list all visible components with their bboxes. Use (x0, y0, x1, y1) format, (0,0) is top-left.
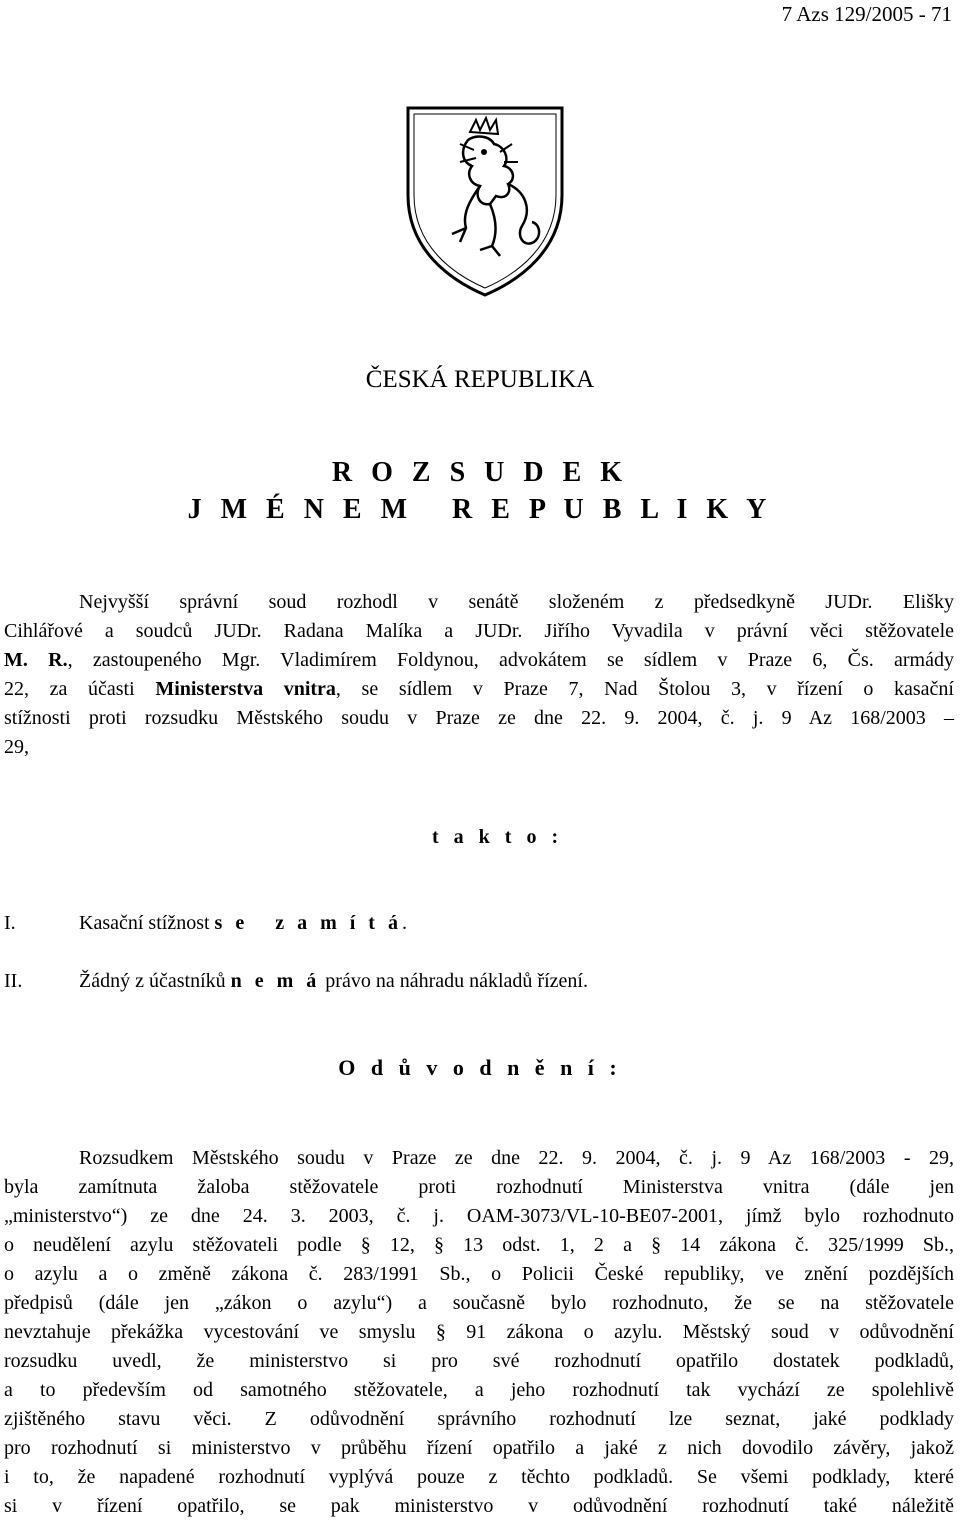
reasoning-line: Rozsudkem Městského soudu v Praze ze dne 22. 9. 2004, č. j. 9 Az 168/2003 - 29, (79, 1147, 954, 1169)
verdict-number: II. (4, 970, 23, 992)
reasoning-line: zjištěného stavu věci. Z odůvodnění správního rozhodnutí lze seznat, jaké podklady (4, 1408, 954, 1430)
reasoning-line: byla zamítnuta žaloba stěžovatele proti rozhodnutí Ministerstva vnitra (dále jen (4, 1176, 954, 1198)
reasoning-line: o azylu a o změně zákona č. 283/1991 Sb., o Policii České republiky, ve znění pozdějších (4, 1263, 954, 1285)
document-subtitle: J M É N E M R E P U B L I K Y (187, 494, 773, 525)
intro-line: Nejvyšší správní soud rozhodl v senátě složeném z předsedkyně JUDr. Elišky (79, 591, 954, 613)
reasoning-line: si v řízení opatřilo, se pak ministerstvo v odůvodnění rozhodnutí také náležitě (4, 1495, 954, 1517)
reasoning-line: rozsudku uvedl, že ministerstvo si pro své rozhodnutí opatřilo dostatek podkladů, (4, 1350, 954, 1372)
reasoning-line: „ministerstvo“) ze dne 24. 3. 2003, č. j. OAM-3073/VL-10-BE07-2001, jímž bylo rozhodnuto (4, 1205, 954, 1227)
verdict-text: právo na náhradu nákladů řízení. (320, 970, 588, 992)
verdict-text: Kasační stížnost (79, 912, 215, 934)
intro-text: 22, za účasti (4, 678, 156, 700)
country-heading: ČESKÁ REPUBLIKA (365, 366, 595, 393)
party-name: M. R. (4, 649, 68, 671)
reasoning-heading: O d ů v o d n ě n í : (338, 1055, 622, 1080)
verdict-number: I. (4, 912, 16, 934)
verdict-decision: n e m á (230, 970, 321, 992)
verdict-heading: t a k t o : (432, 826, 564, 848)
document-title: R O Z S U D E K (331, 457, 629, 488)
reasoning-line: o neudělení azylu stěžovateli podle § 12, § 13 odst. 1, 2 a § 14 zákona č. 325/1999 Sb., (4, 1234, 954, 1256)
verdict-text: Žádný z účastníků (79, 970, 231, 992)
reasoning-line: a to především od samotného stěžovatele, a jeho rozhodnutí tak vychází ze spolehlivě (4, 1379, 954, 1401)
verdict-item (4, 970, 954, 993)
coat-of-arms-icon (400, 100, 570, 300)
intro-line: Cihlářové a soudců JUDr. Radana Malíka a JUDr. Jiřího Vyvadila v právní věci stěžovatele (4, 620, 954, 642)
intro-line: 29, (4, 736, 29, 758)
case-number: 7 Azs 129/2005 - 71 (781, 2, 952, 26)
intro-line: stížnosti proti rozsudku Městského soudu v Praze ze dne 22. 9. 2004, č. j. 9 Az 168/2003 – (4, 707, 954, 729)
intro-text: , se sídlem v Praze 7, Nad Štolou 3, v řízení o kasační (335, 678, 954, 700)
verdict-item (4, 912, 954, 935)
reasoning-line: i to, že napadené rozhodnutí vyplývá pouze z těchto podkladů. Se všemi podklady, které (4, 1466, 954, 1488)
reasoning-line: nevztahuje překážka vycestování ve smyslu § 91 zákona o azylu. Městský soud v odůvodnění (4, 1321, 954, 1343)
reasoning-line: předpisů (dále jen „zákon o azylu“) a současně bylo rozhodnuto, že se na stěžovatele (4, 1292, 954, 1314)
verdict-text: . (401, 912, 407, 934)
intro-line (4, 678, 954, 701)
intro-text: , zastoupeného Mgr. Vladimírem Foldynou, advokátem se sídlem v Praze 6, Čs. armády (67, 649, 954, 671)
reasoning-line: pro rozhodnutí si ministerstvo v průběhu řízení opatřilo a jaké z nich dovodilo závěry, jakož (4, 1437, 954, 1459)
intro-line (4, 649, 954, 672)
ministry-name: Ministerstva vnitra (155, 678, 336, 700)
verdict-decision: s e z a m í t á (214, 912, 402, 934)
